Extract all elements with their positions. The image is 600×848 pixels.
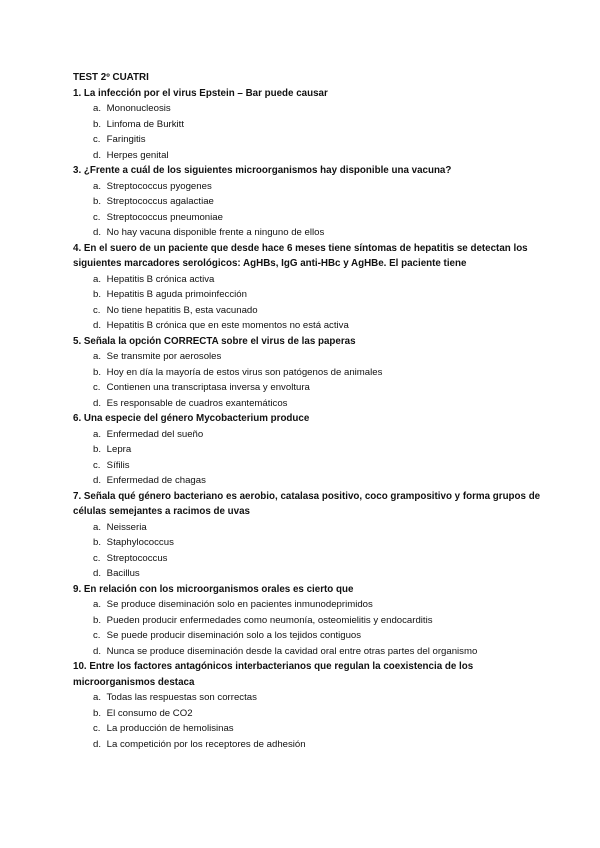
option: b. Linfoma de Burkitt (93, 118, 184, 130)
option: d. Bacillus (93, 568, 140, 579)
option: a. Neisseria (93, 521, 147, 533)
document-page (73, 70, 543, 752)
question-text: 4. En el suero de un paciente que desde hace 6 meses tiene síntomas de hepatitis se detectan los siguientes marcadores serológicos: AgHBs, IgG anti-HBc y AgHBe. El paciente tiene (73, 242, 528, 269)
option: b. Lepra (93, 444, 132, 455)
option-list (73, 349, 543, 411)
option-list (73, 179, 543, 241)
question-text: 9. En relación con los microorganismos orales es cierto que (73, 583, 354, 595)
option: c. No tiene hepatitis B, esta vacunado (93, 304, 258, 316)
option: d. Hepatitis B crónica que en este momentos no está activa (93, 320, 349, 331)
option: d. Herpes genital (93, 149, 169, 161)
option: a. Se transmite por aerosoles (93, 351, 222, 362)
option: a. Se produce diseminación solo en pacientes inmunodeprimidos (93, 599, 373, 610)
question-3 (73, 163, 543, 241)
option: c. Streptococcus pneumoniae (93, 211, 223, 223)
option: c. Streptococcus (93, 552, 168, 564)
question-6 (73, 411, 543, 489)
question-5 (73, 334, 543, 412)
option: c. Sífilis (93, 459, 130, 471)
option: a. Mononucleosis (93, 103, 171, 114)
question-7 (73, 489, 543, 582)
question-text: 7. Señala qué género bacteriano es aerobio, catalasa positivo, coco grampositivo y forma grupos de células semejantes a racimos de uvas (73, 490, 541, 517)
question-text: 5. Señala la opción CORRECTA sobre el virus de las paperas (73, 335, 356, 347)
question-4 (73, 241, 543, 334)
option: d. Enfermedad de chagas (93, 475, 206, 486)
option: b. Hepatitis B aguda primoinfección (93, 289, 247, 300)
question-1 (73, 86, 543, 164)
option: a. Hepatitis B crónica activa (93, 273, 215, 285)
option-list (73, 597, 543, 659)
option: b. Hoy en día la mayoría de estos virus son patógenos de animales (93, 366, 383, 378)
option: c. La producción de hemolisinas (93, 723, 234, 734)
option: b. Staphylococcus (93, 537, 174, 548)
option-list (73, 272, 543, 334)
option: b. El consumo de CO2 (93, 707, 193, 719)
document-title: TEST 2º CUATRI (73, 72, 149, 83)
option: c. Contienen una transcriptasa inversa y envoltura (93, 382, 310, 393)
option: a. Enfermedad del sueño (93, 428, 204, 440)
option: b. Pueden producir enfermedades como neumonía, osteomielitis y endocarditis (93, 614, 433, 626)
option: d. No hay vacuna disponible frente a ninguno de ellos (93, 227, 325, 238)
question-9 (73, 582, 543, 660)
option: a. Streptococcus pyogenes (93, 180, 212, 192)
option-list (73, 427, 543, 489)
option: c. Faringitis (93, 134, 146, 145)
question-text: 3. ¿Frente a cuál de los siguientes microorganismos hay disponible una vacuna? (73, 165, 452, 176)
option: b. Streptococcus agalactiae (93, 196, 214, 207)
question-10 (73, 659, 543, 752)
option: c. Se puede producir diseminación solo a los tejidos contiguos (93, 630, 362, 641)
question-text: 10. Entre los factores antagónicos interbacterianos que regulan la coexistencia de los microorganismos destaca (73, 661, 474, 688)
option: a. Todas las respuestas son correctas (93, 692, 257, 703)
question-text: 1. La infección por el virus Epstein – Bar puede causar (73, 87, 328, 99)
option: d. Es responsable de cuadros exantemáticos (93, 397, 288, 409)
option: d. Nunca se produce diseminación desde la cavidad oral entre otras partes del organismo (93, 645, 478, 657)
option-list (73, 520, 543, 582)
question-text: 6. Una especie del género Mycobacterium produce (73, 413, 310, 424)
option-list (73, 101, 543, 163)
option: d. La competición por los receptores de adhesión (93, 738, 306, 750)
option-list (73, 690, 543, 752)
